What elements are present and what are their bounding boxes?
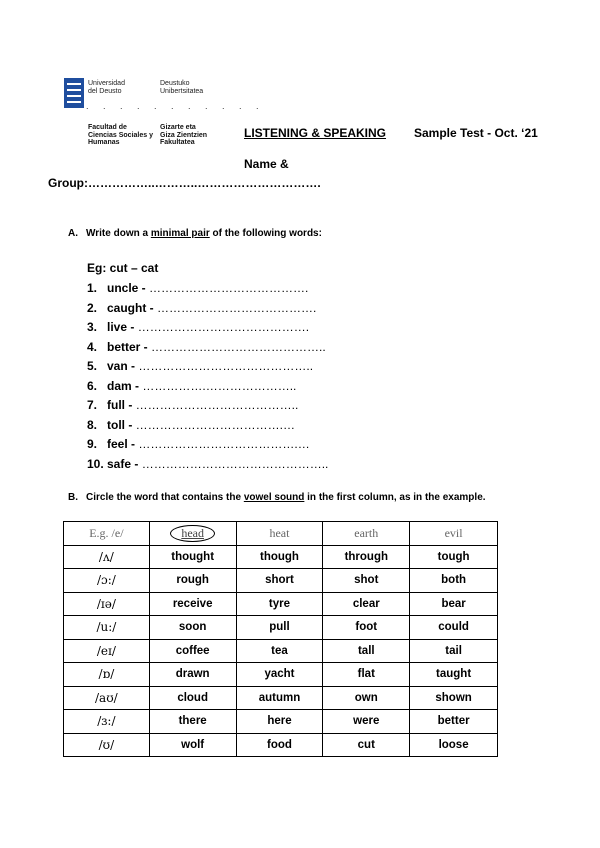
faculty-left-line-1: Facultad de (88, 124, 127, 131)
faculty-right-line-3: Fakultatea (160, 139, 195, 146)
vowel-symbol: /eɪ/ (64, 639, 150, 663)
item-word: uncle - (107, 281, 146, 295)
section-b-text-pre: Circle the word that contains the (86, 492, 244, 503)
answer-blank: ……………………………….… (135, 417, 296, 432)
word-option[interactable]: here (236, 710, 323, 734)
university-name-es (88, 80, 125, 96)
uni-right-line-1: Deustuko (160, 80, 190, 87)
table-row (64, 545, 498, 569)
word-option[interactable]: shown (410, 686, 498, 710)
word-option[interactable]: drawn (149, 663, 236, 687)
table-row (64, 733, 498, 757)
answer-blank: …………………………………….. (151, 339, 326, 354)
faculty-right-line-1: Gizarte eta (160, 124, 196, 131)
item-number: 4. (87, 339, 98, 354)
item-word: caught - (107, 300, 154, 315)
word-option[interactable]: both (410, 569, 498, 593)
word-option[interactable]: flat (323, 663, 410, 687)
list-item[interactable] (87, 398, 298, 412)
document-subtitle: Sample Test - Oct. ‘21 (414, 126, 538, 140)
list-item[interactable] (87, 340, 326, 354)
word-option[interactable]: short (236, 569, 323, 593)
answer-blank: …………………………………. (149, 281, 309, 295)
item-word: live - (107, 320, 135, 334)
answer-blank: ………………………………….… (138, 437, 310, 451)
word-option[interactable]: tea (236, 639, 323, 663)
word-option[interactable]: taught (410, 663, 498, 687)
word-option[interactable]: soon (149, 616, 236, 640)
item-number: 9. (87, 437, 98, 451)
faculty-left-line-3: Humanas (88, 139, 120, 146)
section-a-letter: A. (68, 228, 78, 239)
word-option[interactable]: through (323, 545, 410, 569)
faculty-name-es (88, 124, 153, 147)
vowel-symbol: /ʊ/ (64, 733, 150, 757)
item-number: 2. (87, 300, 98, 315)
group-field[interactable] (48, 176, 321, 190)
word-option[interactable]: rough (149, 569, 236, 593)
list-item[interactable] (87, 418, 295, 432)
word-option[interactable]: though (236, 545, 323, 569)
item-word: better - (107, 339, 148, 354)
list-item[interactable] (87, 379, 296, 393)
group-label: Group: (48, 176, 88, 190)
vowel-symbol: /ʌ/ (64, 545, 150, 569)
vowel-symbol: /ɪə/ (64, 592, 150, 616)
item-number: 7. (87, 398, 98, 412)
section-b-text-post: in the first column, as in the example. (304, 492, 486, 503)
item-word: dam - (107, 378, 140, 393)
uni-left-line-2: del Deusto (88, 88, 122, 95)
example-circled-word-cell (149, 522, 236, 546)
vowel-symbol: /ɔ:/ (64, 569, 150, 593)
section-b-letter: B. (68, 492, 78, 503)
word-option[interactable]: tough (410, 545, 498, 569)
faculty-right-line-2: Giza Zientzien (160, 131, 208, 139)
word-option[interactable]: cut (323, 733, 410, 757)
answer-blank: …………….………………….. (142, 378, 297, 393)
example-row (64, 522, 498, 546)
item-number: 1. (87, 281, 98, 295)
list-item[interactable] (87, 437, 310, 451)
word-option[interactable]: there (149, 710, 236, 734)
word-option[interactable]: were (323, 710, 410, 734)
uni-right-line-2: Unibertsitatea (160, 88, 204, 95)
example-symbol: E.g. /e/ (64, 522, 150, 546)
example-word: heat (236, 522, 323, 546)
item-word: safe - (107, 456, 139, 471)
word-option[interactable]: clear (323, 592, 410, 616)
vowel-sound-table (63, 521, 498, 757)
word-option[interactable]: food (236, 733, 323, 757)
item-number: 6. (87, 378, 98, 393)
word-option[interactable]: better (410, 710, 498, 734)
example-word: evil (410, 522, 498, 546)
section-b-instruction (68, 492, 486, 503)
name-label: Name & (244, 157, 289, 171)
word-option[interactable]: pull (236, 616, 323, 640)
item-word: full - (107, 398, 133, 412)
table-row (64, 616, 498, 640)
table-row (64, 663, 498, 687)
example-word: earth (323, 522, 410, 546)
item-number: 10. (87, 456, 104, 471)
faculty-name-eu (160, 124, 207, 147)
document-title: LISTENING & SPEAKING (244, 126, 387, 140)
vowel-symbol: /ɒ/ (64, 663, 150, 687)
word-option[interactable]: shot (323, 569, 410, 593)
vowel-symbol: /aʊ/ (64, 686, 150, 710)
item-word: toll - (107, 417, 133, 432)
word-option[interactable]: wolf (149, 733, 236, 757)
university-name-eu (160, 80, 203, 96)
list-item[interactable] (87, 281, 308, 295)
list-item[interactable] (87, 359, 313, 373)
vowel-symbol: /ɜ:/ (64, 710, 150, 734)
answer-blank: ………………………………….. (135, 398, 299, 412)
section-a-text-underlined: minimal pair (150, 228, 210, 239)
item-number: 5. (87, 359, 98, 373)
item-word: van - (107, 359, 136, 373)
word-option[interactable]: tail (410, 639, 498, 663)
section-a-instruction (68, 228, 322, 239)
circled-answer: head (170, 525, 215, 542)
list-item[interactable] (87, 320, 309, 334)
vowel-symbol: /u:/ (64, 616, 150, 640)
word-option[interactable]: thought (149, 545, 236, 569)
section-a-example: Eg: cut – cat (87, 261, 159, 275)
uni-left-line-1: Universidad (88, 80, 125, 87)
word-option[interactable]: loose (410, 733, 498, 757)
word-option[interactable]: coffee (149, 639, 236, 663)
word-option[interactable]: foot (323, 616, 410, 640)
list-item[interactable] (87, 301, 316, 315)
word-option[interactable]: receive (149, 592, 236, 616)
answer-blank: ……………………………………….. (141, 456, 329, 471)
faculty-left-line-2: Ciencias Sociales y (88, 131, 153, 139)
table-row (64, 592, 498, 616)
word-option[interactable]: could (410, 616, 498, 640)
item-number: 3. (87, 320, 98, 334)
word-option[interactable]: tall (323, 639, 410, 663)
word-option[interactable]: cloud (149, 686, 236, 710)
list-item[interactable] (87, 457, 328, 471)
section-b-text-underlined: vowel sound (243, 492, 305, 503)
table-row (64, 639, 498, 663)
section-a-text-pre: Write down a (86, 228, 151, 239)
word-option[interactable]: own (323, 686, 410, 710)
word-option[interactable]: autumn (236, 686, 323, 710)
answer-blank: …………………………………….. (138, 359, 314, 373)
word-option[interactable]: yacht (236, 663, 323, 687)
group-dots: ……………..………..…………………………. (88, 176, 321, 190)
university-shield-logo (64, 78, 84, 108)
table-row (64, 686, 498, 710)
section-a-text-post: of the following words: (209, 228, 322, 239)
word-option[interactable]: bear (410, 592, 498, 616)
logo-dot-divider: . . . . . . . . . . . (86, 101, 265, 111)
item-number: 8. (87, 417, 98, 432)
answer-blank: …………………………………. (157, 300, 317, 315)
table-row (64, 710, 498, 734)
table-row (64, 569, 498, 593)
item-word: feel - (107, 437, 136, 451)
word-option[interactable]: tyre (236, 592, 323, 616)
answer-blank: ……………………………………. (137, 320, 310, 334)
